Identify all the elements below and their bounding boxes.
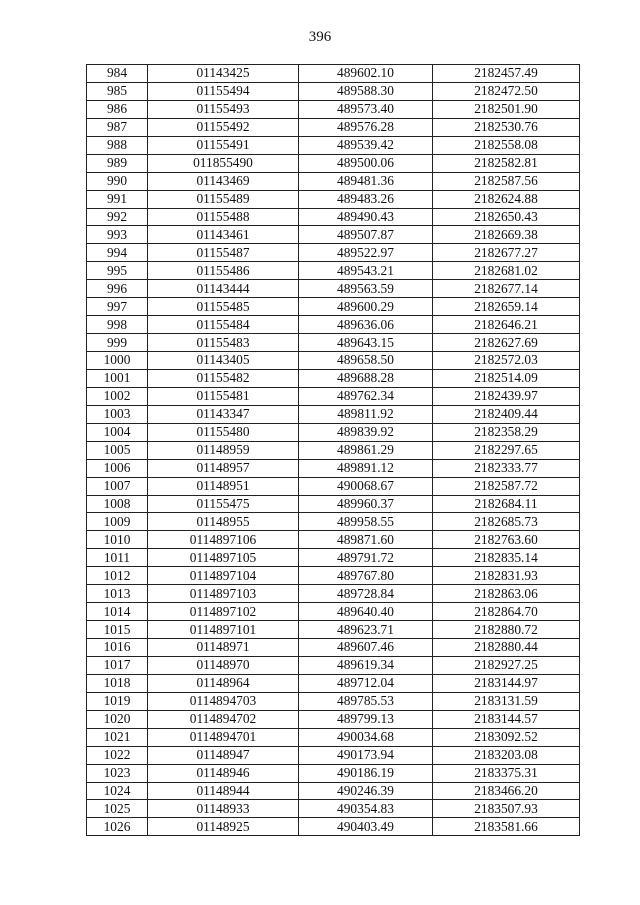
table-row <box>87 154 580 172</box>
table-row <box>87 585 580 603</box>
table-row <box>87 531 580 549</box>
row-index-cell: 1025 <box>87 800 148 818</box>
row-index-cell: 990 <box>87 172 148 190</box>
x-coordinate-cell: 489658.50 <box>299 352 433 370</box>
x-coordinate-cell: 489640.40 <box>299 603 433 621</box>
table-row <box>87 405 580 423</box>
point-id-cell: 0114897103 <box>148 585 299 603</box>
row-index-cell: 988 <box>87 136 148 154</box>
x-coordinate-cell: 489490.43 <box>299 208 433 226</box>
x-coordinate-cell: 489607.46 <box>299 639 433 657</box>
table-row <box>87 298 580 316</box>
point-id-cell: 0114897101 <box>148 621 299 639</box>
y-coordinate-cell: 2182572.03 <box>433 352 580 370</box>
row-index-cell: 995 <box>87 262 148 280</box>
x-coordinate-cell: 489576.28 <box>299 118 433 136</box>
point-id-cell: 01155481 <box>148 387 299 405</box>
x-coordinate-cell: 489958.55 <box>299 513 433 531</box>
x-coordinate-cell: 489839.92 <box>299 423 433 441</box>
x-coordinate-cell: 489573.40 <box>299 100 433 118</box>
y-coordinate-cell: 2182439.97 <box>433 387 580 405</box>
y-coordinate-cell: 2182514.09 <box>433 369 580 387</box>
row-index-cell: 1011 <box>87 549 148 567</box>
table-row <box>87 549 580 567</box>
y-coordinate-cell: 2183375.31 <box>433 764 580 782</box>
y-coordinate-cell: 2182831.93 <box>433 567 580 585</box>
row-index-cell: 1026 <box>87 818 148 836</box>
y-coordinate-cell: 2182582.81 <box>433 154 580 172</box>
row-index-cell: 998 <box>87 316 148 334</box>
x-coordinate-cell: 490186.19 <box>299 764 433 782</box>
point-id-cell: 01155489 <box>148 190 299 208</box>
row-index-cell: 1017 <box>87 656 148 674</box>
table-row <box>87 100 580 118</box>
point-id-cell: 01155493 <box>148 100 299 118</box>
point-id-cell: 01155485 <box>148 298 299 316</box>
y-coordinate-cell: 2182880.72 <box>433 621 580 639</box>
y-coordinate-cell: 2182501.90 <box>433 100 580 118</box>
point-id-cell: 01148946 <box>148 764 299 782</box>
point-id-cell: 01155486 <box>148 262 299 280</box>
point-id-cell: 0114894702 <box>148 710 299 728</box>
table-row <box>87 208 580 226</box>
y-coordinate-cell: 2182409.44 <box>433 405 580 423</box>
table-row <box>87 136 580 154</box>
row-index-cell: 1015 <box>87 621 148 639</box>
row-index-cell: 1019 <box>87 692 148 710</box>
row-index-cell: 996 <box>87 280 148 298</box>
table-row <box>87 334 580 352</box>
point-id-cell: 01143469 <box>148 172 299 190</box>
y-coordinate-cell: 2182763.60 <box>433 531 580 549</box>
y-coordinate-cell: 2182681.02 <box>433 262 580 280</box>
point-id-cell: 01148959 <box>148 441 299 459</box>
point-id-cell: 0114897106 <box>148 531 299 549</box>
y-coordinate-cell: 2182558.08 <box>433 136 580 154</box>
x-coordinate-cell: 490068.67 <box>299 477 433 495</box>
y-coordinate-cell: 2182677.27 <box>433 244 580 262</box>
x-coordinate-cell: 490173.94 <box>299 746 433 764</box>
y-coordinate-cell: 2182669.38 <box>433 226 580 244</box>
table-row <box>87 710 580 728</box>
table-row <box>87 316 580 334</box>
table-row <box>87 172 580 190</box>
y-coordinate-cell: 2183466.20 <box>433 782 580 800</box>
point-id-cell: 0114897105 <box>148 549 299 567</box>
point-id-cell: 01155482 <box>148 369 299 387</box>
point-id-cell: 01155487 <box>148 244 299 262</box>
y-coordinate-cell: 2183203.08 <box>433 746 580 764</box>
point-id-cell: 01148970 <box>148 656 299 674</box>
y-coordinate-cell: 2182587.56 <box>433 172 580 190</box>
table-row <box>87 280 580 298</box>
y-coordinate-cell: 2182587.72 <box>433 477 580 495</box>
x-coordinate-cell: 489563.59 <box>299 280 433 298</box>
x-coordinate-cell: 489483.26 <box>299 190 433 208</box>
row-index-cell: 994 <box>87 244 148 262</box>
table-row <box>87 513 580 531</box>
point-id-cell: 0114897104 <box>148 567 299 585</box>
row-index-cell: 1008 <box>87 495 148 513</box>
x-coordinate-cell: 489543.21 <box>299 262 433 280</box>
x-coordinate-cell: 489728.84 <box>299 585 433 603</box>
y-coordinate-cell: 2182530.76 <box>433 118 580 136</box>
y-coordinate-cell: 2182835.14 <box>433 549 580 567</box>
x-coordinate-cell: 489785.53 <box>299 692 433 710</box>
table-row <box>87 244 580 262</box>
row-index-cell: 987 <box>87 118 148 136</box>
y-coordinate-cell: 2182684.11 <box>433 495 580 513</box>
table-row <box>87 674 580 692</box>
point-id-cell: 01148957 <box>148 459 299 477</box>
x-coordinate-cell: 489799.13 <box>299 710 433 728</box>
table-row <box>87 369 580 387</box>
y-coordinate-cell: 2182472.50 <box>433 82 580 100</box>
point-id-cell: 0114894703 <box>148 692 299 710</box>
x-coordinate-cell: 489871.60 <box>299 531 433 549</box>
row-index-cell: 986 <box>87 100 148 118</box>
row-index-cell: 993 <box>87 226 148 244</box>
x-coordinate-cell: 489602.10 <box>299 65 433 83</box>
y-coordinate-cell: 2182927.25 <box>433 656 580 674</box>
x-coordinate-cell: 489623.71 <box>299 621 433 639</box>
table-row <box>87 423 580 441</box>
point-id-cell: 01148944 <box>148 782 299 800</box>
x-coordinate-cell: 489861.29 <box>299 441 433 459</box>
row-index-cell: 1000 <box>87 352 148 370</box>
table-row <box>87 190 580 208</box>
table-row <box>87 495 580 513</box>
table-row <box>87 441 580 459</box>
row-index-cell: 1010 <box>87 531 148 549</box>
table-row <box>87 800 580 818</box>
row-index-cell: 989 <box>87 154 148 172</box>
y-coordinate-cell: 2182685.73 <box>433 513 580 531</box>
point-id-cell: 01148964 <box>148 674 299 692</box>
y-coordinate-cell: 2182677.14 <box>433 280 580 298</box>
point-id-cell: 01155491 <box>148 136 299 154</box>
x-coordinate-cell: 489762.34 <box>299 387 433 405</box>
table-row <box>87 82 580 100</box>
table-row <box>87 352 580 370</box>
y-coordinate-cell: 2182650.43 <box>433 208 580 226</box>
x-coordinate-cell: 490403.49 <box>299 818 433 836</box>
y-coordinate-cell: 2182863.06 <box>433 585 580 603</box>
x-coordinate-cell: 489600.29 <box>299 298 433 316</box>
point-id-cell: 01155484 <box>148 316 299 334</box>
x-coordinate-cell: 489481.36 <box>299 172 433 190</box>
x-coordinate-cell: 489619.34 <box>299 656 433 674</box>
point-id-cell: 01143461 <box>148 226 299 244</box>
table-row <box>87 656 580 674</box>
row-index-cell: 1013 <box>87 585 148 603</box>
y-coordinate-cell: 2183581.66 <box>433 818 580 836</box>
row-index-cell: 1009 <box>87 513 148 531</box>
table-body <box>87 65 580 836</box>
row-index-cell: 1001 <box>87 369 148 387</box>
point-id-cell: 01143405 <box>148 352 299 370</box>
y-coordinate-cell: 2182457.49 <box>433 65 580 83</box>
x-coordinate-cell: 489643.15 <box>299 334 433 352</box>
coordinate-table <box>86 64 580 836</box>
point-id-cell: 01143425 <box>148 65 299 83</box>
row-index-cell: 1006 <box>87 459 148 477</box>
table-row <box>87 728 580 746</box>
point-id-cell: 01143347 <box>148 405 299 423</box>
row-index-cell: 991 <box>87 190 148 208</box>
table-row <box>87 603 580 621</box>
point-id-cell: 01148933 <box>148 800 299 818</box>
y-coordinate-cell: 2182646.21 <box>433 316 580 334</box>
x-coordinate-cell: 489712.04 <box>299 674 433 692</box>
point-id-cell: 0114897102 <box>148 603 299 621</box>
row-index-cell: 984 <box>87 65 148 83</box>
point-id-cell: 01148947 <box>148 746 299 764</box>
x-coordinate-cell: 489522.97 <box>299 244 433 262</box>
point-id-cell: 01155483 <box>148 334 299 352</box>
point-id-cell: 01155475 <box>148 495 299 513</box>
y-coordinate-cell: 2182333.77 <box>433 459 580 477</box>
x-coordinate-cell: 489811.92 <box>299 405 433 423</box>
x-coordinate-cell: 489588.30 <box>299 82 433 100</box>
row-index-cell: 997 <box>87 298 148 316</box>
y-coordinate-cell: 2183092.52 <box>433 728 580 746</box>
row-index-cell: 1012 <box>87 567 148 585</box>
table-row <box>87 65 580 83</box>
x-coordinate-cell: 490354.83 <box>299 800 433 818</box>
table-row <box>87 262 580 280</box>
y-coordinate-cell: 2182624.88 <box>433 190 580 208</box>
y-coordinate-cell: 2182864.70 <box>433 603 580 621</box>
point-id-cell: 0114894701 <box>148 728 299 746</box>
x-coordinate-cell: 489767.80 <box>299 567 433 585</box>
table-row <box>87 459 580 477</box>
row-index-cell: 1018 <box>87 674 148 692</box>
y-coordinate-cell: 2182627.69 <box>433 334 580 352</box>
point-id-cell: 01143444 <box>148 280 299 298</box>
y-coordinate-cell: 2183144.97 <box>433 674 580 692</box>
row-index-cell: 1003 <box>87 405 148 423</box>
y-coordinate-cell: 2183507.93 <box>433 800 580 818</box>
row-index-cell: 1007 <box>87 477 148 495</box>
y-coordinate-cell: 2183131.59 <box>433 692 580 710</box>
table-row <box>87 818 580 836</box>
table-row <box>87 118 580 136</box>
y-coordinate-cell: 2183144.57 <box>433 710 580 728</box>
x-coordinate-cell: 489507.87 <box>299 226 433 244</box>
row-index-cell: 1004 <box>87 423 148 441</box>
point-id-cell: 01148971 <box>148 639 299 657</box>
table-row <box>87 692 580 710</box>
page-number: 396 <box>308 29 332 45</box>
point-id-cell: 01155494 <box>148 82 299 100</box>
x-coordinate-cell: 489960.37 <box>299 495 433 513</box>
row-index-cell: 1005 <box>87 441 148 459</box>
x-coordinate-cell: 489500.06 <box>299 154 433 172</box>
x-coordinate-cell: 489791.72 <box>299 549 433 567</box>
table-row <box>87 746 580 764</box>
x-coordinate-cell: 489688.28 <box>299 369 433 387</box>
point-id-cell: 01148925 <box>148 818 299 836</box>
row-index-cell: 992 <box>87 208 148 226</box>
row-index-cell: 1024 <box>87 782 148 800</box>
table-row <box>87 477 580 495</box>
table-row <box>87 621 580 639</box>
x-coordinate-cell: 489636.06 <box>299 316 433 334</box>
table-row <box>87 226 580 244</box>
table-row <box>87 639 580 657</box>
row-index-cell: 1022 <box>87 746 148 764</box>
y-coordinate-cell: 2182297.65 <box>433 441 580 459</box>
row-index-cell: 1002 <box>87 387 148 405</box>
table-row <box>87 782 580 800</box>
point-id-cell: 01155492 <box>148 118 299 136</box>
point-id-cell: 01155488 <box>148 208 299 226</box>
table-row <box>87 764 580 782</box>
row-index-cell: 1021 <box>87 728 148 746</box>
row-index-cell: 999 <box>87 334 148 352</box>
y-coordinate-cell: 2182659.14 <box>433 298 580 316</box>
table-row <box>87 387 580 405</box>
table-row <box>87 567 580 585</box>
x-coordinate-cell: 489539.42 <box>299 136 433 154</box>
x-coordinate-cell: 490246.39 <box>299 782 433 800</box>
point-id-cell: 011855490 <box>148 154 299 172</box>
point-id-cell: 01148955 <box>148 513 299 531</box>
row-index-cell: 1016 <box>87 639 148 657</box>
row-index-cell: 1020 <box>87 710 148 728</box>
point-id-cell: 01148951 <box>148 477 299 495</box>
point-id-cell: 01155480 <box>148 423 299 441</box>
row-index-cell: 985 <box>87 82 148 100</box>
y-coordinate-cell: 2182358.29 <box>433 423 580 441</box>
row-index-cell: 1023 <box>87 764 148 782</box>
x-coordinate-cell: 490034.68 <box>299 728 433 746</box>
x-coordinate-cell: 489891.12 <box>299 459 433 477</box>
y-coordinate-cell: 2182880.44 <box>433 639 580 657</box>
row-index-cell: 1014 <box>87 603 148 621</box>
